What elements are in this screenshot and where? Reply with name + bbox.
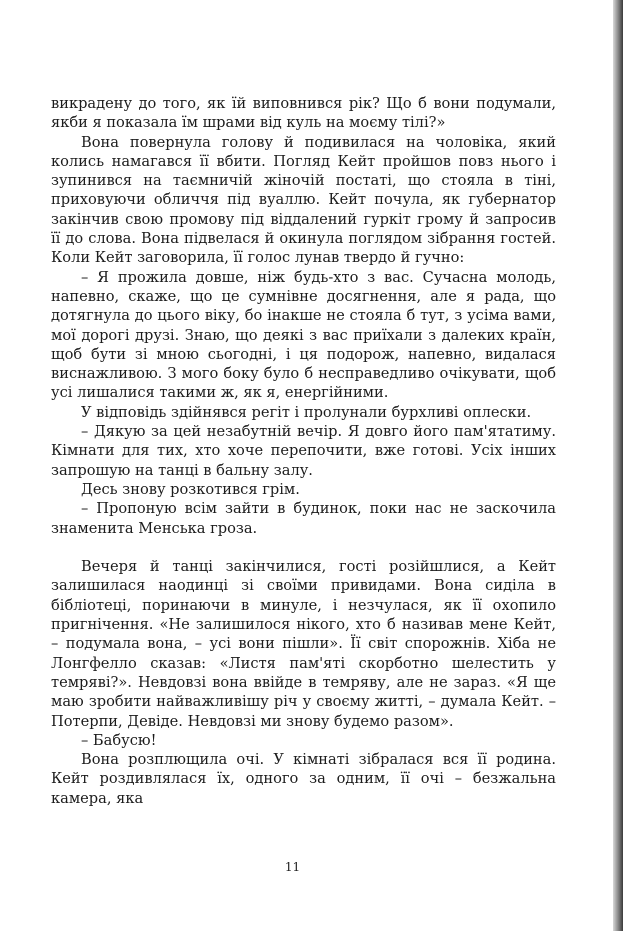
paragraph-7: – Пропоную всім зайти в будинок, поки нас не заскочила знаменита Менська гроза. — [51, 500, 556, 537]
paragraph-10: Вона розплющила очі. У кімнаті зібралася вся її родина. Кейт роздивлялася їх, одного за одним, її очі – безжальна камера, яка — [51, 751, 556, 807]
paragraph-4: У відповідь здійнявся регіт і пролунали бурхливі оплески. — [81, 403, 532, 421]
paragraph-5: – Дякую за цей незабутній вечір. Я довго його пам'ятатиму. Кімнати для тих, хто хоче перепочити, вже готові. Усіх інших запрошую на танці в бальну залу. — [51, 423, 556, 479]
page-body — [51, 94, 556, 808]
paragraph-2: Вона повернула голову й подивилася на чоловіка, який колись намагався її вбити. Погляд Кейт пройшов повз нього і зупинився на таємничій жіночій постаті, що стояла в тіні, приховуючи обличчя під вуаллю. Кейт почула, як губернатор закінчив свою промову під віддалений гуркіт грому й запросив її до слова. Вона підвелася й окинула поглядом зібрання гостей. Коли Кейт заговорила, її голос лунав твердо й гучно: — [51, 133, 556, 267]
paragraph-8: Вечеря й танці закінчилися, гості розійшлися, а Кейт залишилася наодинці зі своїми привидами. Вона сиділа в бібліотеці, поринаючи в минуле, і незчулася, як її охопило пригнічення. «Не залишилося нікого, хто б називав мене Кейт, – подумала вона, – усі вони пішли». Її світ спорожнів. Хіба не Лонгфелло сказав: «Листя пам'яті скорботно шелестить у темряві?». Невдовзі вона ввійде в темряву, але не зараз. «Я ще маю зробити найважливішу річ у своєму житті, – думала Кейт. – Потерпи, Девіде. Невдовзі ми знову будемо разом». — [51, 558, 556, 730]
page-number: 11 — [284, 860, 301, 874]
paragraph-1: викрадену до того, як їй виповнився рік? Що б вони подумали, якби я показала їм шрами від куль на моєму тілі?» — [51, 95, 556, 132]
paragraph-6: Десь знову розкотився грім. — [81, 480, 300, 498]
paragraph-9: – Бабусю! — [81, 731, 157, 749]
book-spine-shadow — [613, 0, 623, 931]
paragraph-3: – Я прожила довше, ніж будь-хто з вас. Сучасна молодь, напевно, скаже, що це сумнівне досягнення, але я рада, що дотягнула до цього віку, бо інакше не стояла б тут, з усіма вами, мої дорогі друзі. Знаю, що деякі з вас приїхали з далеких країн, щоб бути зі мною сьогодні, і ця подорож, напевно, видалася виснажливою. З мого боку було б несправедливо очікувати, щоб усі лишалися такими ж, як я, енергійними. — [51, 268, 556, 402]
